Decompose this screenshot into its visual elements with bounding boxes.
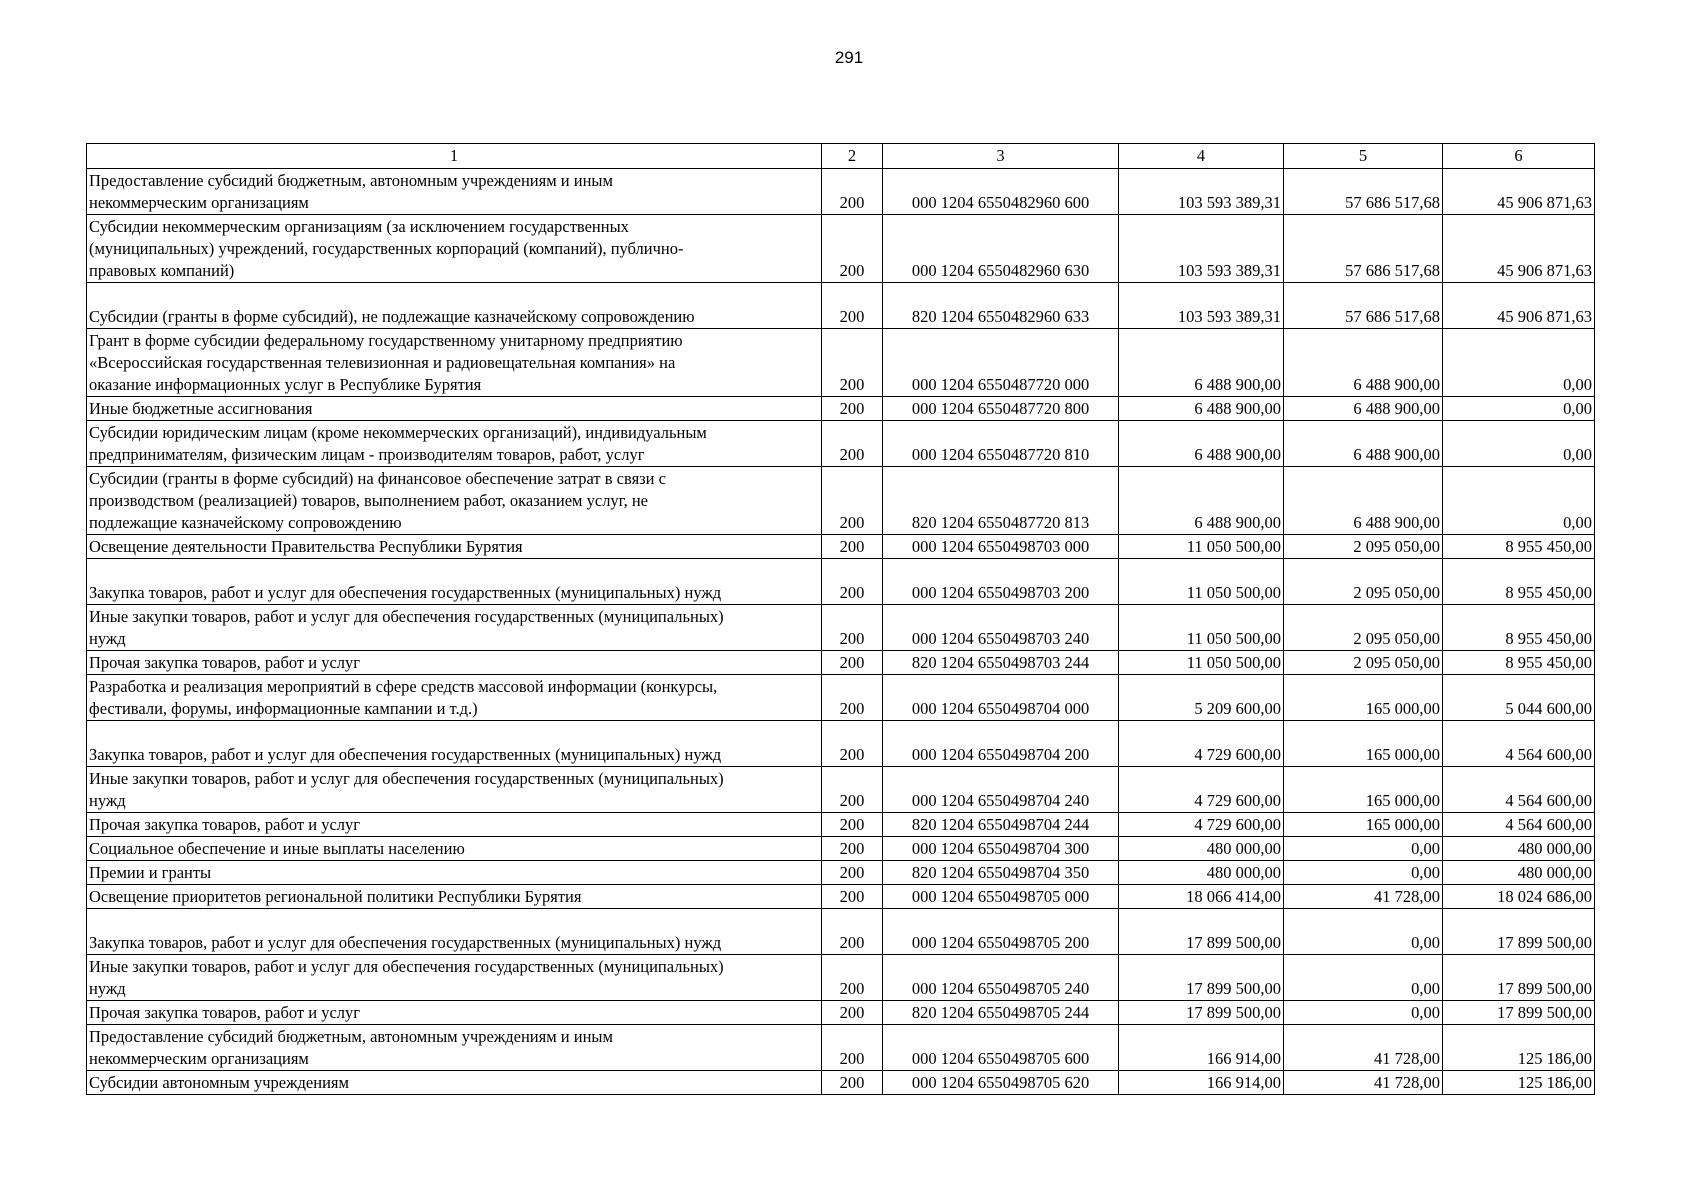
row-code-cell: 000 1204 6550498704 300 bbox=[883, 837, 1119, 861]
row-column-5-cell: 165 000,00 bbox=[1284, 813, 1443, 837]
row-column-2-cell: 200 bbox=[822, 329, 883, 397]
row-column-5-cell: 41 728,00 bbox=[1284, 1071, 1443, 1095]
row-column-4-cell: 166 914,00 bbox=[1119, 1025, 1284, 1071]
row-column-4-cell: 103 593 389,31 bbox=[1119, 215, 1284, 283]
row-column-5-cell: 57 686 517,68 bbox=[1284, 283, 1443, 329]
row-column-6-cell: 480 000,00 bbox=[1443, 861, 1595, 885]
row-name-cell: Грант в форме субсидии федеральному государственному унитарному предприятию «Всероссийская государственная телевизионная и радиовещательная компания» на оказание информационных услуг в Республике Бурятия bbox=[87, 329, 822, 397]
row-column-2-cell: 200 bbox=[822, 1025, 883, 1071]
row-column-2-cell: 200 bbox=[822, 651, 883, 675]
table-row bbox=[87, 721, 1595, 767]
row-name-cell: Закупка товаров, работ и услуг для обеспечения государственных (муниципальных) нужд bbox=[87, 559, 822, 605]
row-code-cell: 000 1204 6550498704 240 bbox=[883, 767, 1119, 813]
row-column-2-cell: 200 bbox=[822, 421, 883, 467]
row-code-cell: 820 1204 6550482960 633 bbox=[883, 283, 1119, 329]
row-column-5-cell: 2 095 050,00 bbox=[1284, 559, 1443, 605]
row-column-5-cell: 6 488 900,00 bbox=[1284, 329, 1443, 397]
table-row bbox=[87, 1001, 1595, 1025]
row-code-cell: 000 1204 6550498705 600 bbox=[883, 1025, 1119, 1071]
table-row bbox=[87, 283, 1595, 329]
row-column-5-cell: 0,00 bbox=[1284, 1001, 1443, 1025]
table-row bbox=[87, 397, 1595, 421]
row-code-cell: 820 1204 6550498704 350 bbox=[883, 861, 1119, 885]
row-name-cell: Иные закупки товаров, работ и услуг для обеспечения государственных (муниципальных) нужд bbox=[87, 955, 822, 1001]
budget-table bbox=[86, 143, 1595, 1095]
row-code-cell: 000 1204 6550487720 000 bbox=[883, 329, 1119, 397]
table-body bbox=[87, 169, 1595, 1095]
row-column-2-cell: 200 bbox=[822, 675, 883, 721]
table-row bbox=[87, 837, 1595, 861]
row-column-2-cell: 200 bbox=[822, 909, 883, 955]
row-code-cell: 000 1204 6550482960 630 bbox=[883, 215, 1119, 283]
row-column-6-cell: 17 899 500,00 bbox=[1443, 909, 1595, 955]
row-column-4-cell: 17 899 500,00 bbox=[1119, 1001, 1284, 1025]
row-name-cell: Премии и гранты bbox=[87, 861, 822, 885]
row-column-5-cell: 0,00 bbox=[1284, 861, 1443, 885]
row-column-2-cell: 200 bbox=[822, 767, 883, 813]
row-column-5-cell: 0,00 bbox=[1284, 909, 1443, 955]
row-name-cell: Предоставление субсидий бюджетным, автономным учреждениям и иным некоммерческим организациям bbox=[87, 169, 822, 215]
row-column-5-cell: 6 488 900,00 bbox=[1284, 467, 1443, 535]
row-column-2-cell: 200 bbox=[822, 1071, 883, 1095]
row-column-6-cell: 8 955 450,00 bbox=[1443, 605, 1595, 651]
row-column-4-cell: 166 914,00 bbox=[1119, 1071, 1284, 1095]
table-row bbox=[87, 909, 1595, 955]
row-column-6-cell: 18 024 686,00 bbox=[1443, 885, 1595, 909]
row-name-cell: Разработка и реализация мероприятий в сфере средств массовой информации (конкурсы, фестивали, форумы, информационные кампании и т.д.) bbox=[87, 675, 822, 721]
row-column-2-cell: 200 bbox=[822, 861, 883, 885]
row-column-5-cell: 41 728,00 bbox=[1284, 1025, 1443, 1071]
row-column-2-cell: 200 bbox=[822, 837, 883, 861]
table-header-row bbox=[87, 144, 1595, 169]
table-row bbox=[87, 675, 1595, 721]
row-code-cell: 000 1204 6550498703 000 bbox=[883, 535, 1119, 559]
row-column-2-cell: 200 bbox=[822, 215, 883, 283]
row-code-cell: 820 1204 6550487720 813 bbox=[883, 467, 1119, 535]
page-number: 291 bbox=[834, 48, 864, 67]
row-column-6-cell: 0,00 bbox=[1443, 467, 1595, 535]
row-column-4-cell: 6 488 900,00 bbox=[1119, 421, 1284, 467]
row-column-2-cell: 200 bbox=[822, 397, 883, 421]
row-column-4-cell: 5 209 600,00 bbox=[1119, 675, 1284, 721]
row-column-6-cell: 480 000,00 bbox=[1443, 837, 1595, 861]
row-name-cell: Освещение приоритетов региональной политики Республики Бурятия bbox=[87, 885, 822, 909]
row-code-cell: 820 1204 6550498705 244 bbox=[883, 1001, 1119, 1025]
row-column-4-cell: 11 050 500,00 bbox=[1119, 559, 1284, 605]
row-code-cell: 820 1204 6550498704 244 bbox=[883, 813, 1119, 837]
row-column-6-cell: 4 564 600,00 bbox=[1443, 721, 1595, 767]
table-row bbox=[87, 955, 1595, 1001]
column-header-5: 5 bbox=[1284, 144, 1443, 169]
row-column-4-cell: 4 729 600,00 bbox=[1119, 813, 1284, 837]
row-column-5-cell: 165 000,00 bbox=[1284, 675, 1443, 721]
row-column-4-cell: 11 050 500,00 bbox=[1119, 535, 1284, 559]
row-column-4-cell: 103 593 389,31 bbox=[1119, 169, 1284, 215]
row-name-cell: Закупка товаров, работ и услуг для обеспечения государственных (муниципальных) нужд bbox=[87, 909, 822, 955]
table-row bbox=[87, 421, 1595, 467]
row-name-cell: Иные закупки товаров, работ и услуг для обеспечения государственных (муниципальных) нужд bbox=[87, 605, 822, 651]
table-row bbox=[87, 651, 1595, 675]
row-name-cell: Закупка товаров, работ и услуг для обеспечения государственных (муниципальных) нужд bbox=[87, 721, 822, 767]
row-column-5-cell: 2 095 050,00 bbox=[1284, 651, 1443, 675]
row-column-2-cell: 200 bbox=[822, 559, 883, 605]
row-column-5-cell: 2 095 050,00 bbox=[1284, 535, 1443, 559]
table-row bbox=[87, 885, 1595, 909]
row-column-2-cell: 200 bbox=[822, 955, 883, 1001]
row-column-2-cell: 200 bbox=[822, 1001, 883, 1025]
row-column-6-cell: 8 955 450,00 bbox=[1443, 559, 1595, 605]
row-column-5-cell: 57 686 517,68 bbox=[1284, 169, 1443, 215]
table-row bbox=[87, 861, 1595, 885]
row-column-5-cell: 165 000,00 bbox=[1284, 767, 1443, 813]
row-code-cell: 000 1204 6550498705 620 bbox=[883, 1071, 1119, 1095]
row-column-4-cell: 17 899 500,00 bbox=[1119, 955, 1284, 1001]
row-name-cell: Субсидии некоммерческим организациям (за исключением государственных (муниципальных) учреждений, государственных корпораций (компаний), публично- правовых компаний) bbox=[87, 215, 822, 283]
row-column-6-cell: 0,00 bbox=[1443, 329, 1595, 397]
row-column-4-cell: 11 050 500,00 bbox=[1119, 651, 1284, 675]
row-name-cell: Прочая закупка товаров, работ и услуг bbox=[87, 813, 822, 837]
row-column-6-cell: 125 186,00 bbox=[1443, 1025, 1595, 1071]
row-column-6-cell: 0,00 bbox=[1443, 397, 1595, 421]
row-column-5-cell: 0,00 bbox=[1284, 837, 1443, 861]
row-column-6-cell: 5 044 600,00 bbox=[1443, 675, 1595, 721]
row-column-2-cell: 200 bbox=[822, 467, 883, 535]
column-header-6: 6 bbox=[1443, 144, 1595, 169]
row-code-cell: 000 1204 6550498704 000 bbox=[883, 675, 1119, 721]
row-code-cell: 000 1204 6550498705 240 bbox=[883, 955, 1119, 1001]
row-column-2-cell: 200 bbox=[822, 283, 883, 329]
table-row bbox=[87, 467, 1595, 535]
row-column-6-cell: 17 899 500,00 bbox=[1443, 955, 1595, 1001]
row-name-cell: Прочая закупка товаров, работ и услуг bbox=[87, 1001, 822, 1025]
row-code-cell: 000 1204 6550487720 810 bbox=[883, 421, 1119, 467]
row-column-5-cell: 165 000,00 bbox=[1284, 721, 1443, 767]
row-column-5-cell: 0,00 bbox=[1284, 955, 1443, 1001]
row-column-2-cell: 200 bbox=[822, 813, 883, 837]
row-code-cell: 820 1204 6550498703 244 bbox=[883, 651, 1119, 675]
row-code-cell: 000 1204 6550498703 200 bbox=[883, 559, 1119, 605]
row-column-2-cell: 200 bbox=[822, 605, 883, 651]
row-column-2-cell: 200 bbox=[822, 535, 883, 559]
table-row bbox=[87, 169, 1595, 215]
row-name-cell: Предоставление субсидий бюджетным, автономным учреждениям и иным некоммерческим организациям bbox=[87, 1025, 822, 1071]
row-column-5-cell: 2 095 050,00 bbox=[1284, 605, 1443, 651]
row-column-6-cell: 0,00 bbox=[1443, 421, 1595, 467]
column-header-3: 3 bbox=[883, 144, 1119, 169]
table-row bbox=[87, 1025, 1595, 1071]
row-column-4-cell: 11 050 500,00 bbox=[1119, 605, 1284, 651]
row-column-5-cell: 41 728,00 bbox=[1284, 885, 1443, 909]
row-column-4-cell: 103 593 389,31 bbox=[1119, 283, 1284, 329]
row-name-cell: Иные закупки товаров, работ и услуг для обеспечения государственных (муниципальных) нужд bbox=[87, 767, 822, 813]
row-column-6-cell: 125 186,00 bbox=[1443, 1071, 1595, 1095]
row-code-cell: 000 1204 6550498705 200 bbox=[883, 909, 1119, 955]
row-column-4-cell: 4 729 600,00 bbox=[1119, 721, 1284, 767]
table-row bbox=[87, 605, 1595, 651]
row-column-4-cell: 6 488 900,00 bbox=[1119, 397, 1284, 421]
row-name-cell: Социальное обеспечение и иные выплаты населению bbox=[87, 837, 822, 861]
row-code-cell: 000 1204 6550487720 800 bbox=[883, 397, 1119, 421]
table-row bbox=[87, 1071, 1595, 1095]
row-column-6-cell: 45 906 871,63 bbox=[1443, 215, 1595, 283]
table-row bbox=[87, 535, 1595, 559]
row-code-cell: 000 1204 6550498705 000 bbox=[883, 885, 1119, 909]
row-code-cell: 000 1204 6550482960 600 bbox=[883, 169, 1119, 215]
row-name-cell: Прочая закупка товаров, работ и услуг bbox=[87, 651, 822, 675]
row-column-4-cell: 6 488 900,00 bbox=[1119, 467, 1284, 535]
row-name-cell: Освещение деятельности Правительства Республики Бурятия bbox=[87, 535, 822, 559]
row-column-6-cell: 45 906 871,63 bbox=[1443, 283, 1595, 329]
row-column-5-cell: 57 686 517,68 bbox=[1284, 215, 1443, 283]
row-code-cell: 000 1204 6550498704 200 bbox=[883, 721, 1119, 767]
column-header-1: 1 bbox=[87, 144, 822, 169]
row-column-4-cell: 6 488 900,00 bbox=[1119, 329, 1284, 397]
row-column-2-cell: 200 bbox=[822, 169, 883, 215]
table-row bbox=[87, 329, 1595, 397]
row-column-6-cell: 4 564 600,00 bbox=[1443, 813, 1595, 837]
row-name-cell: Субсидии (гранты в форме субсидий), не подлежащие казначейскому сопровождению bbox=[87, 283, 822, 329]
row-column-4-cell: 480 000,00 bbox=[1119, 837, 1284, 861]
row-column-6-cell: 8 955 450,00 bbox=[1443, 651, 1595, 675]
row-name-cell: Субсидии юридическим лицам (кроме некоммерческих организаций), индивидуальным предпринимателям, физическим лицам - производителям товаров, работ, услуг bbox=[87, 421, 822, 467]
table-row bbox=[87, 215, 1595, 283]
row-name-cell: Иные бюджетные ассигнования bbox=[87, 397, 822, 421]
row-column-4-cell: 4 729 600,00 bbox=[1119, 767, 1284, 813]
row-column-2-cell: 200 bbox=[822, 885, 883, 909]
row-name-cell: Субсидии автономным учреждениям bbox=[87, 1071, 822, 1095]
row-column-6-cell: 17 899 500,00 bbox=[1443, 1001, 1595, 1025]
row-column-6-cell: 4 564 600,00 bbox=[1443, 767, 1595, 813]
table-row bbox=[87, 813, 1595, 837]
table-row bbox=[87, 559, 1595, 605]
row-column-4-cell: 18 066 414,00 bbox=[1119, 885, 1284, 909]
table-row bbox=[87, 767, 1595, 813]
row-name-cell: Субсидии (гранты в форме субсидий) на финансовое обеспечение затрат в связи с производством (реализацией) товаров, выполнением работ, оказанием услуг, не подлежащие казначейскому сопровождению bbox=[87, 467, 822, 535]
row-column-4-cell: 480 000,00 bbox=[1119, 861, 1284, 885]
row-column-6-cell: 8 955 450,00 bbox=[1443, 535, 1595, 559]
column-header-4: 4 bbox=[1119, 144, 1284, 169]
row-column-4-cell: 17 899 500,00 bbox=[1119, 909, 1284, 955]
row-column-6-cell: 45 906 871,63 bbox=[1443, 169, 1595, 215]
row-column-2-cell: 200 bbox=[822, 721, 883, 767]
row-code-cell: 000 1204 6550498703 240 bbox=[883, 605, 1119, 651]
column-header-2: 2 bbox=[822, 144, 883, 169]
row-column-5-cell: 6 488 900,00 bbox=[1284, 421, 1443, 467]
row-column-5-cell: 6 488 900,00 bbox=[1284, 397, 1443, 421]
